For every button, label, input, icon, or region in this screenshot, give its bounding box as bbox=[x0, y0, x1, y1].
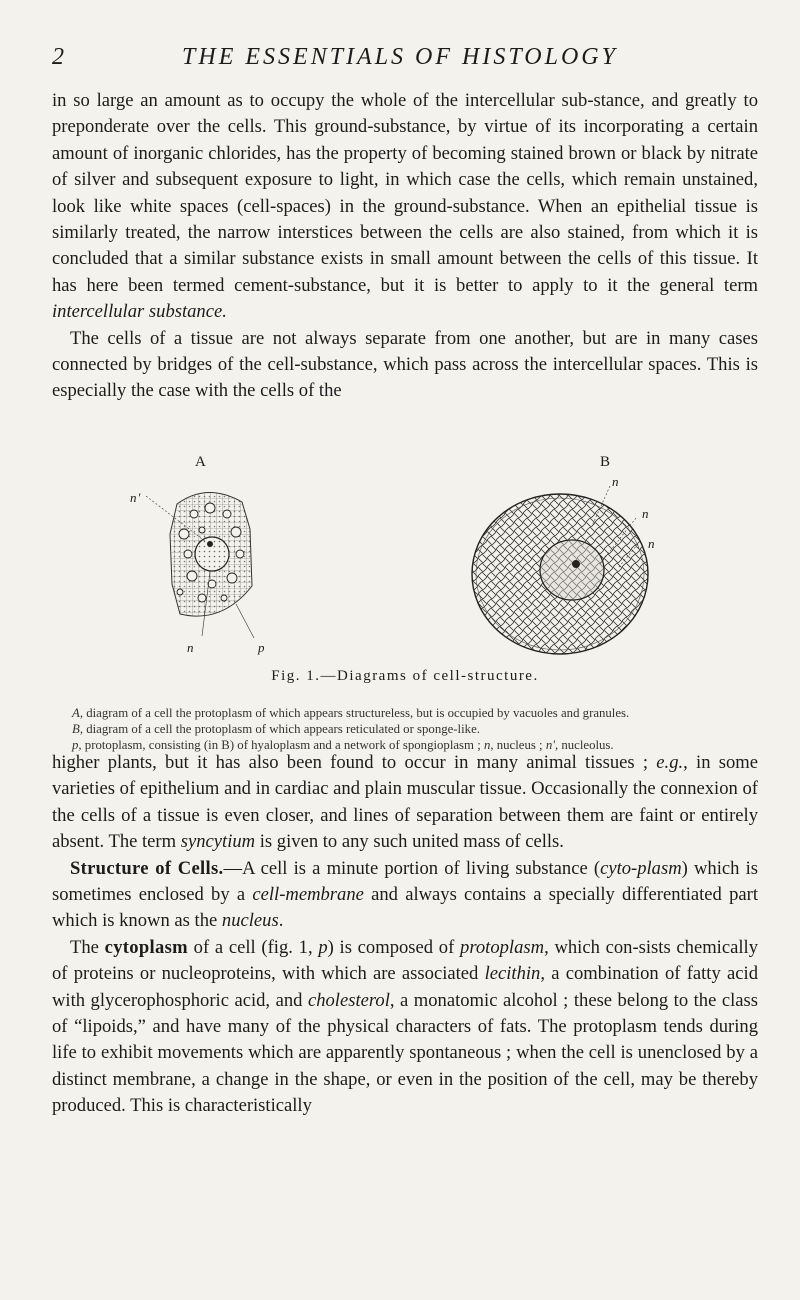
note-text: diagram of a cell the protoplasm of which appears reticulated or sponge-like. bbox=[83, 721, 480, 736]
italic-term: p bbox=[318, 936, 328, 958]
text-run: is given to any such united mass of cells. bbox=[255, 831, 564, 853]
fig-label-b: B bbox=[600, 454, 612, 470]
italic-term: protoplasm bbox=[460, 936, 545, 958]
bold-term: cytoplasm bbox=[104, 936, 188, 958]
text-run: of a cell (fig. 1, bbox=[187, 936, 319, 958]
italic-term: cell-membrane bbox=[252, 884, 364, 906]
body-text-top bbox=[52, 88, 758, 405]
note-key: n', bbox=[545, 737, 559, 752]
text-run: —A cell is a minute portion of living substance ( bbox=[223, 857, 601, 879]
label-b-n: n bbox=[612, 474, 620, 489]
note-key: B, bbox=[72, 721, 84, 736]
text-run: ) which is sometimes enclosed by a bbox=[52, 857, 758, 906]
italic-term: e.g. bbox=[656, 752, 684, 773]
paragraph bbox=[52, 856, 758, 935]
caption-note bbox=[72, 706, 738, 722]
figure-caption-notes bbox=[72, 706, 738, 753]
italic-term: syncytium bbox=[180, 831, 256, 853]
italic-term: lecithin bbox=[484, 963, 541, 985]
note-key: p, bbox=[72, 737, 82, 752]
figure-caption-title bbox=[52, 668, 758, 685]
page-number: 2 bbox=[52, 44, 65, 70]
note-text: diagram of a cell the protoplasm of which appears structureless, but is occupied by vacuoles and granules. bbox=[83, 706, 630, 720]
italic-term: intercellular substance. bbox=[52, 301, 227, 323]
text-run: and always contains a specially differentiated part which is known as the bbox=[52, 884, 758, 932]
paragraph: The cells of a tissue are not always separate from one another, but are in many cases connected by bridges of the cell-substance, which pass across the intercellular spaces. This is especially the case with the cells of the bbox=[52, 327, 758, 402]
note-text: nucleus ; bbox=[493, 737, 543, 752]
note-text: protoplasm, consisting (in B) of hyaloplasm and a network of spongioplasm ; bbox=[81, 737, 484, 752]
caption-prefix: Fig. 1. bbox=[271, 668, 321, 684]
label-b-n2: n bbox=[642, 506, 650, 521]
label-n-prime: n' bbox=[130, 490, 142, 505]
text-run: . bbox=[278, 910, 284, 932]
text-run: ) is composed of bbox=[327, 936, 461, 958]
label-n: n bbox=[187, 640, 195, 655]
section-heading: Structure of Cells. bbox=[70, 857, 224, 879]
text-run: The bbox=[70, 936, 105, 958]
running-head: THE ESSENTIALS OF HISTOLOGY bbox=[182, 44, 618, 70]
italic-term: cholesterol bbox=[307, 989, 390, 1011]
paragraph bbox=[52, 88, 758, 326]
text-run: , in some varieties of epithelium and in cardiac and plain muscular tissue. Occasionally the connexion of the cells of a tissue is even closer, and lines of separation between them are faint or entirely absent. The term bbox=[52, 752, 758, 853]
note-key: n, bbox=[483, 737, 494, 752]
fig-label-a: A bbox=[195, 454, 207, 470]
paragraph bbox=[52, 935, 758, 1120]
figure-1 bbox=[52, 452, 758, 682]
note-text: nucleolus. bbox=[558, 737, 614, 752]
text-run: , a monatomic alcohol ; these belong to the class of “lipoids,” and have many of the physical characters of fats. The protoplasm tends during life to exhibit movements which are apparently spontaneous ; when the cell is unenclosed by a distinct membrane, a change in the shape, or even in the position of the cell, may be thereby produced. This is characteristically bbox=[52, 989, 759, 1117]
italic-term: cyto-plasm bbox=[600, 857, 682, 879]
text-run: , a combination of fatty acid with glycerophosphoric acid, and bbox=[52, 963, 758, 1011]
caption-title-text: —Diagrams of cell-structure. bbox=[320, 668, 539, 684]
body-text-bottom bbox=[52, 750, 758, 1120]
italic-term: nucleus bbox=[221, 910, 279, 932]
diagram-a bbox=[132, 474, 282, 664]
text-run: , which con-sists chemically of proteins or nucleoproteins, with which are associated bbox=[52, 936, 758, 985]
text-run: in so large an amount as to occupy the whole of the intercellular sub-stance, and greatly to preponderate over the cells. This ground-substance, by virtue of its incorporating a certain amount of inorganic chlorides, has the property of becoming stained brown or black by nitrate of silver and subsequent exposure to light, in which case the cells, which remain unstained, look like white spaces (cell-spaces) in the ground-substance. When an epithelial tissue is similarly treated, the narrow interstices between the cells are also stained, from which it is concluded that a similar substance exists in small amount between the cells of this tissue. It has here been termed cement-substance, but it is better to apply to it the general term bbox=[52, 90, 758, 296]
note-key: A, bbox=[72, 706, 84, 720]
paragraph bbox=[52, 750, 758, 856]
diagram-b bbox=[460, 482, 670, 662]
label-b-n3: n bbox=[648, 536, 656, 551]
caption-note bbox=[72, 722, 738, 738]
label-p: p bbox=[258, 640, 266, 655]
text-run: higher plants, but it has also been found to occur in many animal tissues ; bbox=[52, 752, 657, 773]
